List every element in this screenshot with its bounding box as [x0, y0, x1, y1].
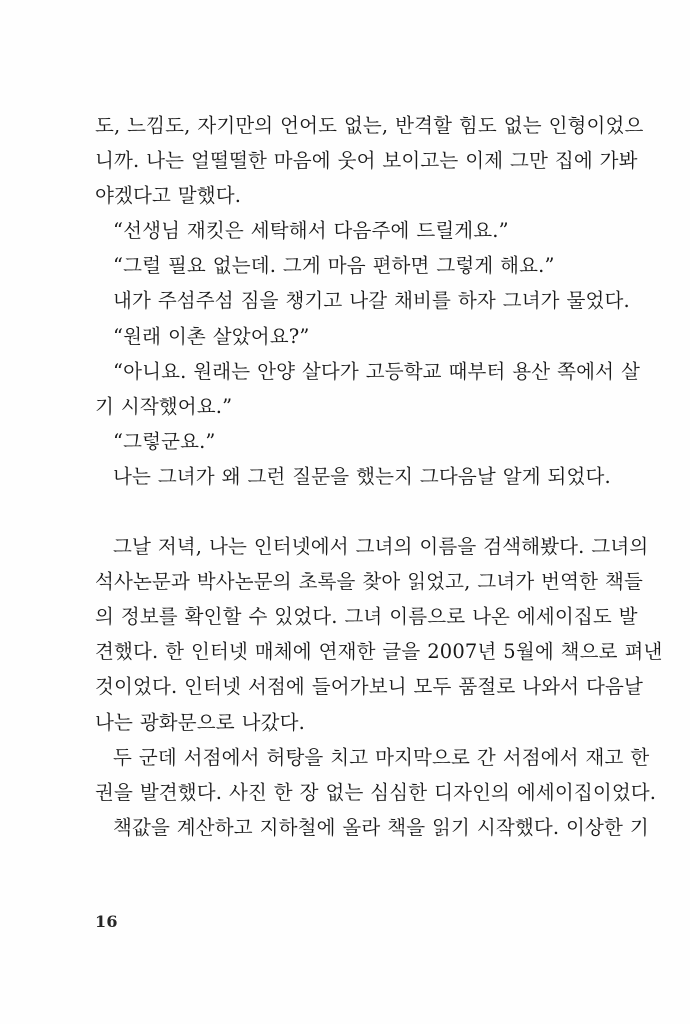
text-line: 도, 느낌도, 자기만의 언어도 없는, 반격할 힘도 없는 인형이었으 — [95, 114, 644, 137]
text-line: 견했다. 한 인터넷 매체에 연재한 글을 2007년 5월에 책으로 펴낸 — [95, 640, 663, 664]
text-line: 그날 저녁, 나는 인터넷에서 그녀의 이름을 검색해봤다. 그녀의 — [113, 535, 649, 559]
text-line: “그럴 필요 없는데. 그게 마음 편하면 그렇게 해요.” — [113, 254, 555, 278]
text-line: 나는 광화문으로 나갔다. — [95, 710, 305, 734]
text-line: 두 군데 서점에서 허탕을 치고 마지막으로 간 서점에서 재고 한 — [113, 745, 650, 769]
page-text-body — [95, 108, 663, 845]
section-divider-gap — [95, 494, 595, 529]
text-line: 의 정보를 확인할 수 있었다. 그녀 이름으로 나온 에세이집도 발 — [95, 605, 638, 629]
text-line: “아니요. 원래는 안양 살다가 고등학교 때부터 용산 쪽에서 살 — [113, 359, 640, 383]
text-line: 석사논문과 박사논문의 초록을 찾아 읽었고, 그녀가 번역한 책들 — [95, 570, 643, 594]
text-line: “그렇군요.” — [113, 429, 216, 453]
text-line: 내가 주섬주섬 짐을 챙기고 나갈 채비를 하자 그녀가 물었다. — [113, 289, 630, 313]
text-line: 니까. 나는 얼떨떨한 마음에 웃어 보이고는 이제 그만 집에 가봐 — [95, 149, 638, 173]
text-line: “원래 이촌 살았어요?” — [113, 324, 310, 348]
text-line: “선생님 재킷은 세탁해서 다음주에 드릴게요.” — [113, 219, 509, 243]
text-line: 나는 그녀가 왜 그런 질문을 했는지 그다음날 알게 되었다. — [113, 464, 611, 488]
text-line: 것이었다. 인터넷 서점에 들어가보니 모두 품절로 나와서 다음날 — [95, 675, 643, 699]
text-section-2 — [95, 529, 663, 845]
text-line: 책값을 계산하고 지하철에 올라 책을 읽기 시작했다. 이상한 기 — [113, 815, 649, 839]
page-number: 16 — [95, 912, 118, 931]
text-section-1 — [95, 108, 644, 494]
text-line: 권을 발견했다. 사진 한 장 없는 심심한 디자인의 에세이집이었다. — [95, 780, 657, 804]
text-line: 야겠다고 말했다. — [95, 184, 242, 208]
text-line: 기 시작했어요.” — [95, 394, 233, 418]
